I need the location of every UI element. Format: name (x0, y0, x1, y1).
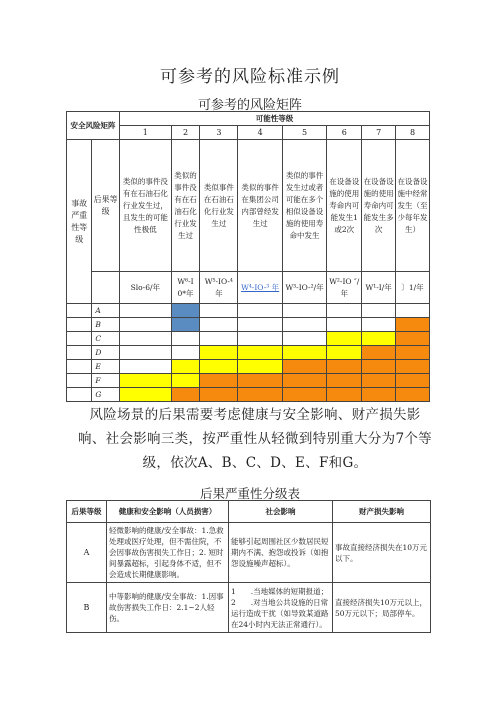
possibility-description: 在设备设施的使用寿命内可能发生多次 (362, 140, 396, 272)
risk-cell-white (282, 332, 326, 346)
severity-level: A (67, 523, 107, 583)
risk-cell-yellow (200, 346, 238, 360)
frequency-value: W³-IO-²/年 (282, 272, 326, 304)
risk-cell-white (171, 332, 200, 346)
severity-header: 财产损失影响 (333, 501, 431, 523)
risk-cell-yellow (171, 360, 200, 374)
level-number: 6 (327, 126, 362, 140)
risk-cell-white (200, 304, 238, 318)
frequency-value: W¹-I/年 (362, 272, 396, 304)
frequency-value: W⁶-I 0*年 (171, 272, 200, 304)
risk-cell-orange (238, 374, 282, 388)
risk-cell-yellow (282, 346, 326, 360)
risk-cell-white (238, 304, 282, 318)
matrix-blank-cell (67, 346, 92, 360)
risk-cell-orange (200, 374, 238, 388)
risk-cell-orange (200, 388, 238, 402)
severity-header: 社会影响 (229, 501, 333, 523)
risk-cell-orange (327, 388, 362, 402)
matrix-row (67, 360, 430, 374)
matrix-row (67, 374, 430, 388)
risk-matrix-table (66, 111, 430, 402)
risk-cell-white (119, 318, 171, 332)
level-number: 1 (119, 126, 171, 140)
risk-cell-orange (362, 374, 396, 388)
risk-cell-orange (396, 332, 430, 346)
severity-table (66, 500, 431, 633)
matrix-row-label: G (92, 388, 120, 402)
frequency-value: W²-IO ″/年 (327, 272, 362, 304)
risk-cell-orange (282, 374, 326, 388)
risk-cell-white (238, 318, 282, 332)
possibility-description: 类似的事件发生过或者可能在多个相似设备设施的使用寿命中发生 (282, 140, 326, 272)
risk-cell-white (327, 318, 362, 332)
risk-cell-yellow (119, 388, 171, 402)
matrix-row-label: F (92, 374, 120, 388)
paragraph-line: 响、社会影响三类，按严重性从轻微到特别重大分为7个等 (78, 431, 432, 447)
matrix-row-label: A (92, 304, 120, 318)
possibility-description: 在设备设施的使用寿命内可能发生1或2次 (327, 140, 362, 272)
property-impact: 事故直接经济损失在10万元以下。 (333, 523, 431, 583)
matrix-blank-cell (67, 318, 92, 332)
risk-cell-yellow (327, 332, 362, 346)
risk-cell-orange (238, 388, 282, 402)
risk-cell-white (171, 346, 200, 360)
frequency-value: 〕1/年 (396, 272, 430, 304)
frequency-value: Slo-6/年 (119, 272, 171, 304)
paragraph-line: 风险场景的后果需要考虑健康与安全影响、财产损失影 (89, 407, 421, 423)
risk-cell-yellow (327, 346, 362, 360)
risk-cell-orange (282, 388, 326, 402)
possibility-description: 类似的事件没有在石油石化行业发生过，且发生的可能性极低 (119, 140, 171, 272)
risk-cell-white (327, 304, 362, 318)
possibility-header: 可能性等级 (119, 112, 429, 126)
risk-cell-white (282, 304, 326, 318)
matrix-blank-cell (67, 332, 92, 346)
level-number: 2 (171, 126, 200, 140)
level-number: 4 (238, 126, 282, 140)
risk-cell-orange (327, 374, 362, 388)
risk-cell-white (119, 346, 171, 360)
risk-cell-orange (396, 360, 430, 374)
risk-cell-orange (396, 374, 430, 388)
matrix-corner-label: 安全风险矩阵 (67, 112, 120, 140)
matrix-blank-cell (67, 374, 92, 388)
severity-header: 健康和安全影响（人员损害） (107, 501, 229, 523)
property-impact: 直接经济损失10万元以上，50万元以下；局部停车。 (333, 583, 431, 633)
level-number: 5 (282, 126, 326, 140)
risk-cell-orange (362, 388, 396, 402)
frequency-value[interactable]: W⁴-IO-³ 年 (238, 272, 282, 304)
social-impact: 能够引起周围社区少数居民短期内不满、抱怨或投诉（如抱怨设施噪声超标）。 (229, 523, 333, 583)
level-number: 7 (362, 126, 396, 140)
risk-cell-white (238, 332, 282, 346)
matrix-row-label: B (92, 318, 120, 332)
risk-cell-yellow (119, 374, 171, 388)
level-number: 8 (396, 126, 430, 140)
risk-cell-orange (396, 346, 430, 360)
severity-level: B (67, 583, 107, 633)
risk-cell-orange (282, 360, 326, 374)
health-impact: 中等影响的健康/安全事故：1.因事故伤害损失工作日：2.1~2人轻伤。 (107, 583, 229, 633)
row-group-label: 事故严重性等级 (67, 140, 92, 304)
page-title: 可参考的风险标准示例 (160, 67, 340, 87)
severity-header: 后果等级 (67, 501, 107, 523)
health-impact: 轻微影响的健康/安全事故：1.急救处理或医疗处理，但不需住院，不会因事故伤害损失工作日；2. 短时间暴露超标，引起身体不适，但不会造成长期健康影响。 (107, 523, 229, 583)
matrix-row (67, 388, 430, 402)
risk-cell-yellow (200, 360, 238, 374)
risk-cell-white (396, 304, 430, 318)
risk-cell-orange (171, 388, 200, 402)
matrix-row (67, 346, 430, 360)
social-impact: 1 .当地媒体的短期报道；2 .对当地公共设施的日常运行造成干扰（如导致某道路在24小时内无法正常通行）。 (229, 583, 333, 633)
risk-cell-orange (362, 360, 396, 374)
risk-cell-white (362, 318, 396, 332)
risk-cell-yellow (238, 360, 282, 374)
risk-cell-white (362, 304, 396, 318)
possibility-description: 在设备设施中经常发生（至少每年发生） (396, 140, 430, 272)
matrix-blank-cell (67, 388, 92, 402)
paragraph-line: 级，依次A、B、C、D、E、F和G。 (142, 455, 368, 471)
risk-cell-orange (362, 346, 396, 360)
risk-cell-yellow (238, 346, 282, 360)
possibility-description: 类似的事件没有在石油石化行业发生过 (171, 140, 200, 272)
matrix-blank-cell (67, 304, 92, 318)
severity-table-title: 后果严重性分级表 (199, 486, 300, 501)
matrix-blank-cell (67, 360, 92, 374)
frequency-value: W⁵-IO-⁴年 (200, 272, 238, 304)
risk-cell-white (200, 318, 238, 332)
risk-cell-white (282, 318, 326, 332)
consequence-label: 后果等级 (92, 140, 120, 272)
risk-cell-orange (327, 360, 362, 374)
matrix-row-label: C (92, 332, 120, 346)
matrix-row-label: E (92, 360, 120, 374)
risk-cell-white (200, 332, 238, 346)
risk-cell-blue (171, 318, 200, 332)
risk-cell-white (119, 304, 171, 318)
matrix-row-label: D (92, 346, 120, 360)
risk-cell-orange (396, 318, 430, 332)
matrix-row (67, 304, 430, 318)
possibility-description: 类似的事件在集团公司内部曾经发生过 (238, 140, 282, 272)
risk-cell-yellow (171, 374, 200, 388)
risk-cell-yellow (362, 332, 396, 346)
risk-cell-white (119, 332, 171, 346)
risk-cell-blue (171, 304, 200, 318)
matrix-row (67, 318, 430, 332)
level-number: 3 (200, 126, 238, 140)
risk-cell-orange (396, 388, 430, 402)
possibility-description: 类似事件在石油石化行业发生过 (200, 140, 238, 272)
matrix-row (67, 332, 430, 346)
risk-cell-white (119, 360, 171, 374)
matrix-title: 可参考的风险矩阵 (197, 98, 302, 113)
